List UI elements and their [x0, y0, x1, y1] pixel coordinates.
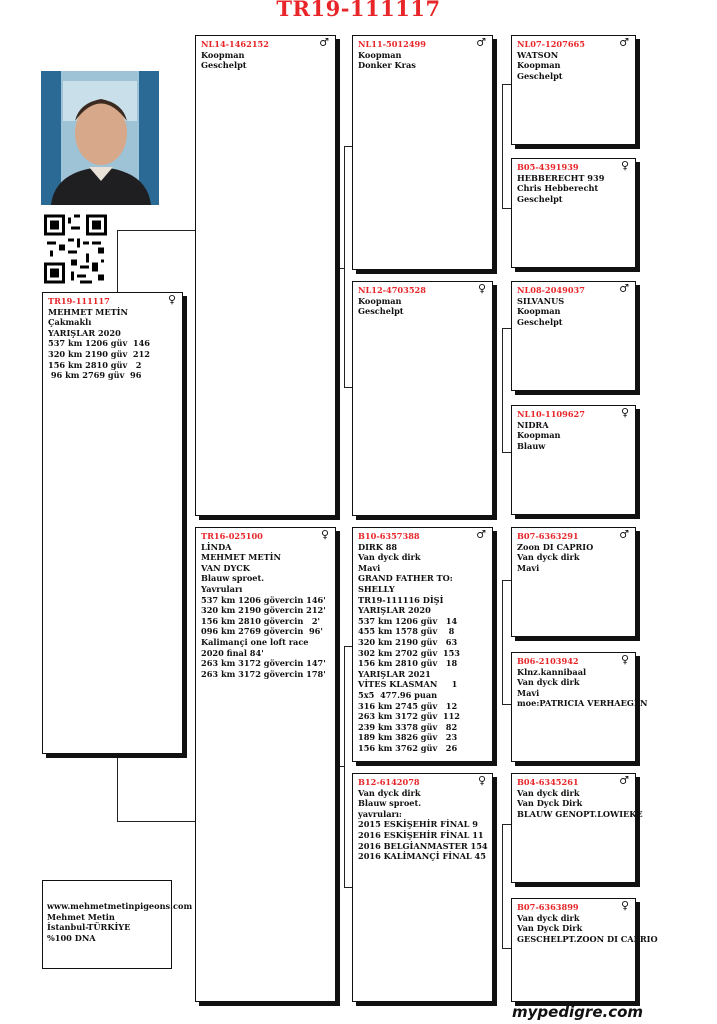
- detail-line: 263 km 3172 güv 112: [358, 711, 460, 722]
- female-symbol-icon: ♀: [477, 774, 486, 787]
- detail-line: Van dyck dirk: [517, 912, 580, 923]
- detail-line: Mavi: [517, 562, 540, 573]
- detail-line: 2015 ESKİŞEHİR FİNAL 9: [358, 819, 478, 830]
- detail-line: VAN DYCK: [201, 562, 250, 573]
- detail-line: 096 km 2769 gövercin 96': [201, 626, 323, 637]
- connector: [502, 948, 511, 949]
- detail-line: 302 km 2702 güv 153: [358, 647, 460, 658]
- detail-line: Mavi: [358, 562, 381, 573]
- ring-number: NL14-1462152: [201, 39, 269, 49]
- pigeon-details: [201, 50, 330, 71]
- contact-box: [42, 880, 193, 969]
- pigeon-details: [517, 787, 643, 820]
- detail-line: Zoon DI CAPRIO: [517, 541, 594, 552]
- detail-line: 2020 final 84': [201, 647, 264, 658]
- pigeon-card-dam-sire[interactable]: [352, 527, 493, 762]
- male-symbol-icon: ♂: [476, 36, 486, 49]
- connector: [117, 230, 195, 231]
- female-symbol-icon: ♀: [477, 282, 486, 295]
- connector: [336, 268, 344, 269]
- detail-line: BLAUW GENOPT.LOWIEKE: [517, 808, 643, 819]
- female-symbol-icon: ♀: [620, 159, 629, 172]
- detail-line: Koopman: [358, 295, 402, 306]
- detail-line: YARIŞLAR 2020: [358, 605, 431, 616]
- detail-line: Van dyck dirk: [517, 677, 580, 688]
- connector: [502, 580, 511, 581]
- qr-code: [44, 214, 107, 284]
- detail-line: 156 km 2810 gövercin 2': [201, 615, 321, 626]
- detail-line: WATSON: [517, 49, 559, 60]
- ring-number: B04-6345261: [517, 777, 579, 787]
- detail-line: 239 km 3378 güv 82: [358, 721, 458, 732]
- ring-number: TR16-025100: [201, 531, 263, 541]
- detail-line: Van dyck dirk: [517, 552, 580, 563]
- detail-line: Koopman: [517, 60, 561, 71]
- pedigree-title: TR19-111117: [276, 0, 441, 21]
- detail-line: 537 km 1206 güv 14: [358, 615, 458, 626]
- owner-photo: [41, 71, 159, 205]
- pigeon-details: [517, 420, 630, 452]
- pigeon-card-sds[interactable]: [511, 281, 636, 391]
- detail-line: Blauw: [517, 440, 546, 451]
- detail-line: Geschelpt: [517, 70, 563, 81]
- detail-line: 156 km 3762 güv 26: [358, 742, 458, 753]
- pigeon-card-sss[interactable]: [511, 35, 636, 145]
- connector: [502, 580, 503, 704]
- pigeon-details: [517, 50, 630, 82]
- pigeon-card-sire-dam[interactable]: [352, 281, 493, 516]
- detail-line: 2016 KALİMANÇİ FİNAL 45: [358, 851, 486, 862]
- detail-line: Geschelpt: [201, 60, 247, 71]
- detail-line: 320 km 2190 gövercin 212': [201, 605, 326, 616]
- pigeon-card-subject[interactable]: [42, 292, 183, 754]
- ring-number: B10-6357388: [358, 531, 420, 541]
- female-symbol-icon: ♀: [620, 406, 629, 419]
- detail-line: 320 km 2190 güv 63: [358, 636, 458, 647]
- pigeon-details: [517, 296, 630, 328]
- detail-line: YARIŞLAR 2020: [48, 327, 121, 338]
- male-symbol-icon: ♂: [619, 282, 629, 295]
- connector: [502, 208, 511, 209]
- pigeon-details: [517, 173, 630, 205]
- pigeon-details: [517, 666, 648, 709]
- detail-line: GESCHELPT.ZOON DI CAPRIO: [517, 933, 658, 944]
- detail-line: Blauw sproet.: [358, 798, 422, 809]
- detail-line: Geschelpt: [517, 316, 563, 327]
- pigeon-details: [517, 542, 630, 574]
- detail-line: Geschelpt: [517, 193, 563, 204]
- dna-note: %100 DNA: [47, 932, 96, 943]
- ring-number: NL08-2049037: [517, 285, 585, 295]
- detail-line: Koopman: [201, 49, 245, 60]
- pigeon-card-dam[interactable]: [195, 527, 336, 1002]
- detail-line: 320 km 2190 güv 212: [48, 348, 150, 359]
- detail-line: 5x5 477.96 puan: [358, 689, 438, 700]
- detail-line: Mavi: [517, 687, 540, 698]
- connector: [502, 84, 511, 85]
- detail-line: LİNDA: [201, 541, 232, 552]
- pigeon-card-dsd[interactable]: [511, 652, 648, 762]
- detail-line: 263 km 3172 gövercin 178': [201, 668, 326, 679]
- connector: [502, 84, 503, 208]
- connector: [336, 766, 344, 767]
- detail-line: yavruları:: [358, 808, 402, 819]
- ring-number: NL12-4703528: [358, 285, 426, 295]
- detail-line: Koopman: [517, 306, 561, 317]
- detail-line: 537 km 1206 güv 146: [48, 338, 150, 349]
- detail-line: Koopman: [517, 430, 561, 441]
- detail-line: MEHMET METİN: [201, 552, 281, 563]
- female-symbol-icon: ♀: [620, 899, 629, 912]
- detail-line: 189 km 3826 güv 23: [358, 732, 458, 743]
- pigeon-details: [201, 542, 330, 680]
- pigeon-card-dam-dam[interactable]: [352, 773, 493, 1002]
- detail-line: Van dyck dirk: [517, 787, 580, 798]
- female-symbol-icon: ♀: [620, 653, 629, 666]
- detail-line: Van dyck dirk: [358, 787, 421, 798]
- pigeon-card-dds[interactable]: [511, 773, 643, 883]
- detail-line: MEHMET METİN: [48, 306, 128, 317]
- connector: [344, 387, 352, 388]
- pigeon-card-sire[interactable]: [195, 35, 336, 516]
- detail-line: NIDRA: [517, 419, 549, 430]
- detail-line: 2016 BELGİANMASTER 154: [358, 840, 488, 851]
- ring-number: TR19-111117: [48, 296, 110, 306]
- pigeon-details: [517, 912, 658, 945]
- website-link[interactable]: www.mehmetmetinpigeons.com: [47, 901, 193, 911]
- detail-line: Donker Kras: [358, 60, 416, 71]
- detail-line: 156 km 2810 güv 2: [48, 359, 142, 370]
- pigeon-details: [358, 50, 487, 71]
- pigeon-card-sire-sire[interactable]: [352, 35, 493, 270]
- owner-name: Mehmet Metin: [47, 911, 115, 922]
- detail-line: 96 km 2769 güv 96: [48, 370, 142, 381]
- detail-line: Van dyck dirk: [358, 552, 421, 563]
- detail-line: Chris Hebberecht: [517, 183, 599, 194]
- detail-line: 537 km 1206 gövercin 146': [201, 594, 326, 605]
- connector: [344, 887, 352, 888]
- female-symbol-icon: ♀: [320, 528, 329, 541]
- detail-line: Klnz.kannibaal: [517, 666, 587, 677]
- detail-line: 316 km 2745 güv 12: [358, 700, 458, 711]
- brand-logo[interactable]: mypedigre.com: [512, 1003, 644, 1021]
- connector: [344, 646, 345, 887]
- pigeon-card-ddd[interactable]: [511, 898, 658, 1002]
- pigeon-details: [48, 307, 177, 381]
- connector: [344, 146, 345, 387]
- connector: [117, 754, 118, 821]
- male-symbol-icon: ♂: [619, 528, 629, 541]
- female-symbol-icon: ♀: [167, 293, 176, 306]
- detail-line: Blauw sproet.: [201, 573, 265, 584]
- connector: [117, 230, 118, 292]
- detail-line: Yavruları: [201, 583, 243, 594]
- connector: [502, 452, 511, 453]
- ring-number: B06-2103942: [517, 656, 579, 666]
- connector: [117, 821, 195, 822]
- pigeon-card-sdd[interactable]: [511, 405, 636, 515]
- connector: [502, 328, 511, 329]
- male-symbol-icon: ♂: [619, 774, 629, 787]
- detail-line: 263 km 3172 gövercin 147': [201, 658, 326, 669]
- male-symbol-icon: ♂: [319, 36, 329, 49]
- detail-line: DIRK 88: [358, 541, 398, 552]
- pigeon-details: [358, 296, 487, 317]
- pigeon-card-ssd[interactable]: [511, 158, 636, 268]
- detail-line: Kalimançi one loft race: [201, 636, 309, 647]
- ring-number: B12-6142078: [358, 777, 420, 787]
- connector: [502, 704, 511, 705]
- ring-number: B07-6363899: [517, 902, 579, 912]
- male-symbol-icon: ♂: [476, 528, 486, 541]
- detail-line: Van Dyck Dirk: [517, 923, 583, 934]
- pigeon-details: [358, 542, 487, 754]
- detail-line: 455 km 1578 güv 8: [358, 626, 455, 637]
- detail-line: 156 km 2810 güv 18: [358, 658, 458, 669]
- owner-location: İstanbul-TÜRKİYE: [47, 922, 131, 933]
- detail-line: 2016 ESKİŞEHİR FİNAL 11: [358, 829, 484, 840]
- connector: [502, 824, 503, 948]
- ring-number: NL07-1207665: [517, 39, 585, 49]
- detail-line: VİTES KLASMAN 1: [358, 679, 458, 690]
- ring-number: B05-4391939: [517, 162, 579, 172]
- detail-line: moe:PATRICIA VERHAEGEN: [517, 698, 648, 709]
- detail-line: YARIŞLAR 2021: [358, 668, 431, 679]
- detail-line: Van Dyck Dirk: [517, 798, 583, 809]
- ring-number: B07-6363291: [517, 531, 579, 541]
- detail-line: SILVANUS: [517, 295, 565, 306]
- pigeon-details: [358, 788, 487, 862]
- connector: [344, 146, 352, 147]
- detail-line: Koopman: [358, 49, 402, 60]
- ring-number: NL11-5012499: [358, 39, 426, 49]
- connector: [344, 646, 352, 647]
- connector: [502, 824, 511, 825]
- detail-line: SHELLY: [358, 583, 395, 594]
- detail-line: Geschelpt: [358, 306, 404, 317]
- ring-number: NL10-1109627: [517, 409, 585, 419]
- detail-line: GRAND FATHER TO:: [358, 573, 453, 584]
- detail-line: TR19-111116 DİŞİ: [358, 594, 444, 605]
- male-symbol-icon: ♂: [619, 36, 629, 49]
- detail-line: HEBBERECHT 939: [517, 172, 605, 183]
- pigeon-card-dss[interactable]: [511, 527, 636, 637]
- detail-line: Çakmaklı: [48, 317, 92, 328]
- connector: [502, 328, 503, 452]
